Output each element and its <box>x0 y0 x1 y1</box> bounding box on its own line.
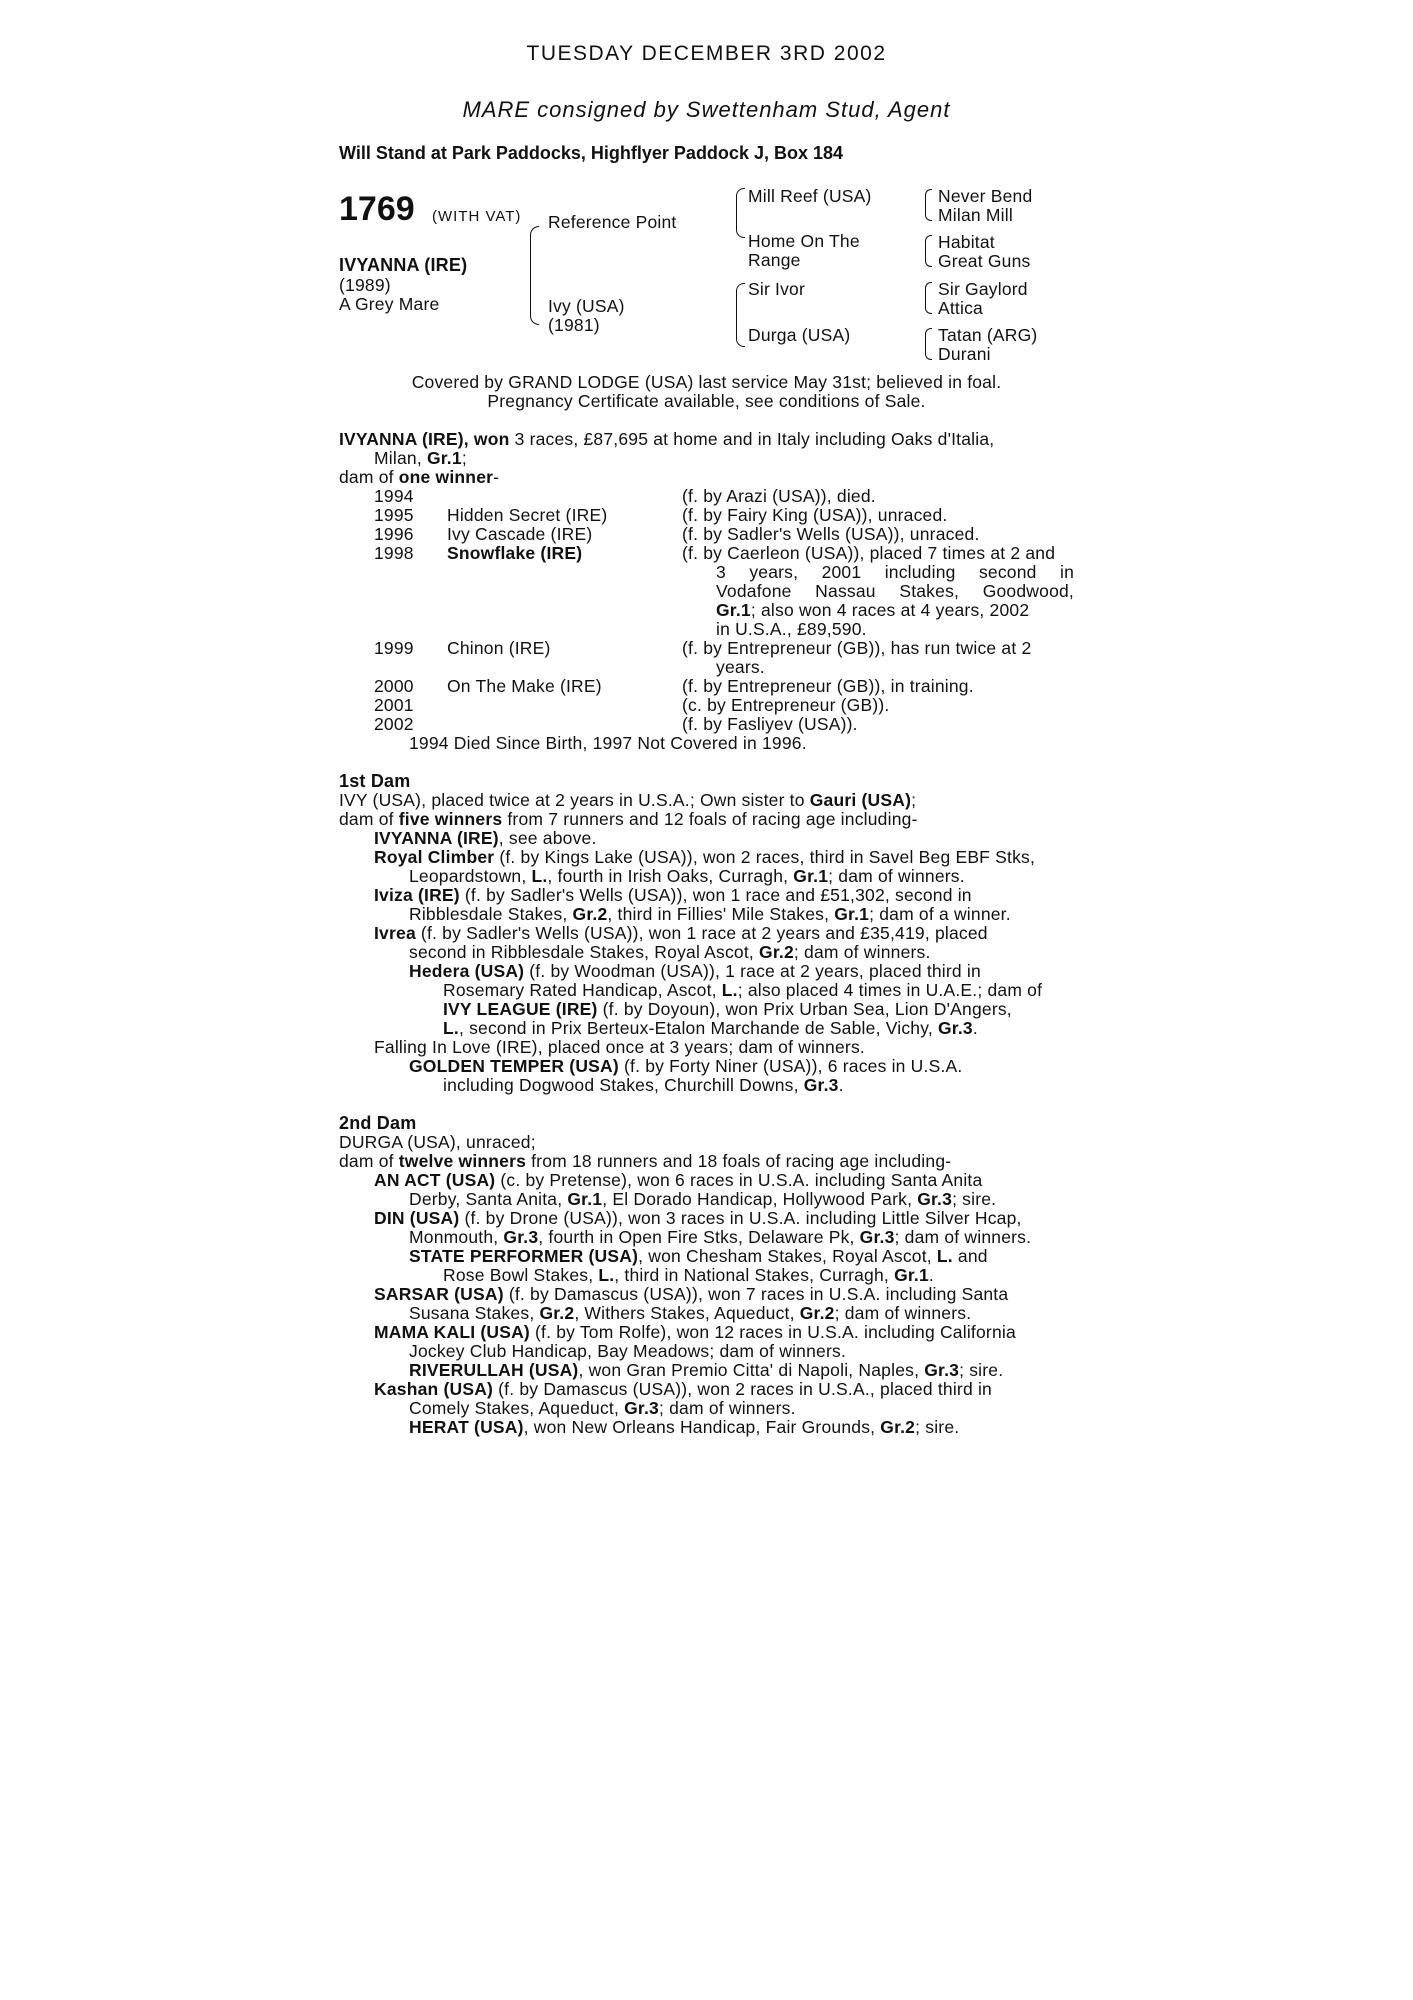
produce-name: Ivy Cascade (IRE) <box>447 524 593 544</box>
text-run-bold: Gr.1 <box>793 866 829 886</box>
text-run: ; sire. <box>952 1189 997 1209</box>
pedigree-brace-g2 <box>925 235 932 267</box>
vat-note: (WITH VAT) <box>432 208 522 225</box>
first-dam-line <box>409 962 981 981</box>
summary-line2-post: ; <box>461 448 467 468</box>
text-run: (f. by Drone (USA)), won 3 races in U.S.A. including Little Silver Hcap, <box>459 1208 1022 1228</box>
first-dam-line <box>443 1000 1012 1019</box>
second-dam-line <box>409 1304 971 1323</box>
text-run-bold: Gr.3 <box>938 1018 973 1038</box>
first-dam-line <box>409 905 1011 924</box>
horse-year: (1989) <box>339 275 391 295</box>
text-run: dam of <box>339 809 399 829</box>
produce-detail: (f. by Fairy King (USA)), unraced. <box>682 505 948 525</box>
summary-line-1 <box>339 430 994 449</box>
text-run-bold: Gr.2 <box>539 1303 575 1323</box>
text-run: ; dam of a winner. <box>869 904 1011 924</box>
produce-detail-text: ; also won 4 races at 4 years, 2002 <box>750 600 1030 620</box>
summary-line2-text: Milan, <box>374 448 427 468</box>
text-run: , won Chesham Stakes, Royal Ascot, <box>638 1246 937 1266</box>
second-dam-line <box>374 1380 992 1399</box>
second-dam-line <box>374 1323 1016 1342</box>
first-dam-line <box>374 848 1035 867</box>
text-run: , third in National Stakes, Curragh, <box>614 1265 895 1285</box>
text-run: Ribblesdale Stakes, <box>409 904 573 924</box>
pedigree-sire-dam-line2: Range <box>748 250 801 270</box>
second-dam-line <box>339 1152 951 1171</box>
produce-detail: Vodafone Nassau Stakes, Goodwood, <box>716 581 1074 601</box>
text-run: ; dam of winners. <box>834 1303 972 1323</box>
text-run-bold: AN ACT (USA) <box>374 1170 496 1190</box>
text-run: and <box>952 1246 988 1266</box>
text-run-bold: Gr.2 <box>759 942 794 962</box>
text-run-bold: twelve winners <box>398 1151 527 1171</box>
text-run: (f. by Sadler's Wells (USA)), won 1 race at 2 years and £35,419, placed <box>415 923 988 943</box>
produce-name: Hidden Secret (IRE) <box>447 505 608 525</box>
pedigree-gg-4: Great Guns <box>938 251 1031 271</box>
second-dam-line <box>409 1228 1031 1247</box>
pedigree-gg-1: Never Bend <box>938 186 1033 206</box>
first-dam-line <box>339 810 918 829</box>
section-heading: 2nd Dam <box>339 1113 417 1133</box>
produce-detail: (f. by Sadler's Wells (USA)), unraced. <box>682 524 980 544</box>
summary-rest: 3 races, £87,695 at home and in Italy including Oaks d'Italia, <box>509 429 995 449</box>
pedigree-gg-8: Durani <box>938 344 991 364</box>
second-dam-line <box>374 1209 1022 1228</box>
stand-location: Will Stand at Park Paddocks, Highflyer Paddock J, Box 184 <box>339 143 843 163</box>
text-run: , see above. <box>498 828 597 848</box>
text-run-bold: HERAT (USA) <box>409 1417 524 1437</box>
produce-year: 1994 <box>374 486 414 506</box>
pedigree-brace-dam <box>736 283 745 347</box>
text-run-bold: IVY LEAGUE (IRE) <box>443 999 598 1019</box>
produce-detail: years. <box>716 657 765 677</box>
text-run-bold: RIVERULLAH (USA) <box>409 1360 579 1380</box>
pedigree-sire: Reference Point <box>548 212 677 232</box>
horse-name: IVYANNA (IRE) <box>339 255 468 275</box>
produce-year: 2001 <box>374 695 414 715</box>
lot-number: 1769 <box>339 190 415 228</box>
pedigree-gg-6: Attica <box>938 298 983 318</box>
text-run: (f. by Forty Niner (USA)), 6 races in U.S.A. <box>618 1056 963 1076</box>
produce-year: 2002 <box>374 714 414 734</box>
first-dam-line <box>443 981 1042 1000</box>
pedigree-brace-g4 <box>925 328 932 360</box>
produce-name: Chinon (IRE) <box>447 638 551 658</box>
second-dam-line <box>409 1361 1003 1380</box>
produce-year: 2000 <box>374 676 414 696</box>
text-run: . <box>838 1075 844 1095</box>
grade-badge: Gr.1 <box>716 600 751 620</box>
produce-year: 1998 <box>374 543 414 563</box>
first-dam-line <box>409 1057 962 1076</box>
produce-year: 1999 <box>374 638 414 658</box>
text-run: , fourth in Open Fire Stks, Delaware Pk, <box>538 1227 860 1247</box>
pedigree-gg-3: Habitat <box>938 232 995 252</box>
text-run: ; dam of winners. <box>894 1227 1032 1247</box>
produce-note: 1994 Died Since Birth, 1997 Not Covered in 1996. <box>409 733 807 753</box>
horse-description: A Grey Mare <box>339 294 440 314</box>
first-dam-line <box>374 924 988 943</box>
text-run-bold: Hedera (USA) <box>409 961 525 981</box>
text-run: , fourth in Irish Oaks, Curragh, <box>547 866 794 886</box>
first-dam-line <box>409 867 965 886</box>
produce-name: On The Make (IRE) <box>447 676 602 696</box>
text-run-bold: L. <box>531 866 548 886</box>
text-run: Monmouth, <box>409 1227 504 1247</box>
sale-date: TUESDAY DECEMBER 3RD 2002 <box>526 42 887 65</box>
first-dam-line: Falling In Love (IRE), placed once at 3 years; dam of winners. <box>374 1037 865 1057</box>
pedigree-sire-sire: Mill Reef (USA) <box>748 186 872 206</box>
text-run: Leopardstown, <box>409 866 532 886</box>
text-run-bold: Kashan (USA) <box>374 1379 494 1399</box>
consignment-line: MARE consigned by Swettenham Stud, Agent <box>462 97 951 122</box>
produce-detail: (c. by Entrepreneur (GB)). <box>682 695 890 715</box>
covering-note: Covered by GRAND LODGE (USA) last service May 31st; believed in foal. <box>411 372 1002 392</box>
text-run: Rosemary Rated Handicap, Ascot, <box>443 980 722 1000</box>
summary-line-3 <box>339 468 499 487</box>
text-run: ; dam of winners. <box>828 866 965 886</box>
second-dam-line <box>374 1171 982 1190</box>
text-run: including Dogwood Stakes, Churchill Downs, <box>443 1075 804 1095</box>
text-run: (f. by Damascus (USA)), won 2 races in U.S.A., placed third in <box>493 1379 992 1399</box>
pedigree-brace-g1 <box>925 189 932 221</box>
produce-detail: 3 years, 2001 including second in <box>716 562 1074 582</box>
pregnancy-note: Pregnancy Certificate available, see conditions of Sale. <box>487 391 926 411</box>
summary-line-2 <box>374 449 467 468</box>
text-run: (f. by Tom Rolfe), won 12 races in U.S.A. including California <box>529 1322 1016 1342</box>
text-run-bold: L. <box>443 1018 459 1038</box>
pedigree-gg-5: Sir Gaylord <box>938 279 1028 299</box>
produce-detail: (f. by Entrepreneur (GB)), has run twice at 2 <box>682 638 1032 658</box>
produce-detail: (f. by Entrepreneur (GB)), in training. <box>682 676 974 696</box>
text-run-bold: SARSAR (USA) <box>374 1284 504 1304</box>
text-run: IVY (USA), placed twice at 2 years in U.S.A.; Own sister to <box>339 790 810 810</box>
second-dam-line <box>374 1285 1008 1304</box>
text-run: , El Dorado Handicap, Hollywood Park, <box>602 1189 918 1209</box>
summary-won: , won <box>463 429 510 449</box>
text-run: ; also placed 4 times in U.A.E.; dam of <box>737 980 1043 1000</box>
text-run: , won New Orleans Handicap, Fair Grounds, <box>523 1417 881 1437</box>
text-run-bold: Gr.1 <box>834 904 870 924</box>
text-run: Susana Stakes, <box>409 1303 540 1323</box>
text-run-bold: L. <box>936 1246 953 1266</box>
dam-of-count: one winner <box>398 467 494 487</box>
text-run: Rose Bowl Stakes, <box>443 1265 599 1285</box>
text-run: dam of <box>339 1151 399 1171</box>
text-run: . <box>928 1265 934 1285</box>
second-dam-line <box>409 1247 988 1266</box>
pedigree-brace-sire <box>736 188 745 238</box>
produce-name: Snowflake (IRE) <box>447 543 583 563</box>
second-dam-line <box>409 1399 796 1418</box>
second-dam-line <box>409 1190 996 1209</box>
text-run: , won Gran Premio Citta' di Napoli, Naples, <box>578 1360 925 1380</box>
text-run: (f. by Sadler's Wells (USA)), won 1 race and £51,302, second in <box>459 885 972 905</box>
text-run-bold: Royal Climber <box>374 847 495 867</box>
text-run-bold: Gr.3 <box>917 1189 953 1209</box>
text-run-bold: Gr.2 <box>880 1417 916 1437</box>
pedigree-gg-7: Tatan (ARG) <box>938 325 1038 345</box>
text-run: (f. by Kings Lake (USA)), won 2 races, third in Savel Beg EBF Stks, <box>494 847 1036 867</box>
first-dam-line <box>339 791 916 810</box>
text-run: second in Ribblesdale Stakes, Royal Ascot, <box>409 942 760 962</box>
text-run-bold: Gr.2 <box>799 1303 835 1323</box>
text-run-bold: Gr.3 <box>859 1227 895 1247</box>
text-run-bold: GOLDEN TEMPER (USA) <box>409 1056 619 1076</box>
second-dam-line: Jockey Club Handicap, Bay Meadows; dam of winners. <box>409 1341 847 1361</box>
second-dam-line <box>443 1266 934 1285</box>
text-run: ; sire. <box>915 1417 960 1437</box>
text-run: , Withers Stakes, Aqueduct, <box>574 1303 800 1323</box>
produce-detail: in U.S.A., £89,590. <box>716 619 867 639</box>
text-run-bold: L. <box>598 1265 615 1285</box>
text-run-bold: Gr.3 <box>624 1398 659 1418</box>
text-run-bold: five winners <box>398 809 503 829</box>
text-run-bold: MAMA KALI (USA) <box>374 1322 530 1342</box>
text-run-bold: Gr.3 <box>503 1227 539 1247</box>
text-run-bold: Gauri (USA) <box>809 790 912 810</box>
dam-of-post: - <box>493 467 500 487</box>
text-run-bold: Gr.2 <box>572 904 608 924</box>
first-dam-line <box>409 943 931 962</box>
produce-year: 1995 <box>374 505 414 525</box>
first-dam-line <box>374 886 972 905</box>
text-run-bold: Gr.1 <box>567 1189 603 1209</box>
produce-detail: (f. by Fasliyev (USA)). <box>682 714 858 734</box>
text-run: . <box>972 1018 978 1038</box>
text-run-bold: Iviza (IRE) <box>374 885 460 905</box>
produce-detail: (f. by Caerleon (USA)), placed 7 times at 2 and <box>682 543 1056 563</box>
text-run: ; sire. <box>959 1360 1004 1380</box>
text-run-bold: L. <box>721 980 738 1000</box>
text-run: ; <box>911 790 917 810</box>
pedigree-brace-lower <box>530 262 539 325</box>
second-dam-line <box>409 1418 959 1437</box>
first-dam-line <box>374 829 597 848</box>
text-run-bold: IVYANNA (IRE) <box>374 828 499 848</box>
produce-year: 1996 <box>374 524 414 544</box>
pedigree-dam-sire: Sir Ivor <box>748 279 806 299</box>
text-run: (f. by Doyoun), won Prix Urban Sea, Lion D'Angers, <box>597 999 1012 1019</box>
text-run: (c. by Pretense), won 6 races in U.S.A. including Santa Anita <box>495 1170 983 1190</box>
text-run-bold: Gr.3 <box>803 1075 839 1095</box>
produce-detail <box>716 601 1029 620</box>
text-run: (f. by Damascus (USA)), won 7 races in U.S.A. including Santa <box>503 1284 1009 1304</box>
grade-badge: Gr.1 <box>426 448 462 468</box>
pedigree-brace-g3 <box>925 282 932 314</box>
produce-detail: (f. by Arazi (USA)), died. <box>682 486 876 506</box>
text-run: from 18 runners and 18 foals of racing age including- <box>526 1151 952 1171</box>
pedigree-dam-year: (1981) <box>548 315 600 335</box>
text-run: , third in Fillies' Mile Stakes, <box>607 904 835 924</box>
summary-name: IVYANNA (IRE) <box>339 429 464 449</box>
pedigree-gg-2: Milan Mill <box>938 205 1013 225</box>
text-run-bold: Gr.1 <box>894 1265 929 1285</box>
text-run: (f. by Woodman (USA)), 1 race at 2 years, placed third in <box>524 961 981 981</box>
section-heading: 1st Dam <box>339 771 411 791</box>
text-run: , second in Prix Berteux-Etalon Marchande de Sable, Vichy, <box>458 1018 938 1038</box>
first-dam-line <box>443 1019 978 1038</box>
text-run-bold: Gr.3 <box>924 1360 960 1380</box>
pedigree-sire-dam-line1: Home On The <box>748 231 860 251</box>
text-run-bold: Ivrea <box>374 923 416 943</box>
text-run: Derby, Santa Anita, <box>409 1189 568 1209</box>
second-dam-line: DURGA (USA), unraced; <box>339 1132 536 1152</box>
pedigree-dam-dam: Durga (USA) <box>748 325 851 345</box>
text-run-bold: DIN (USA) <box>374 1208 460 1228</box>
text-run-bold: STATE PERFORMER (USA) <box>409 1246 639 1266</box>
first-dam-line <box>443 1076 844 1095</box>
pedigree-dam: Ivy (USA) <box>548 296 625 316</box>
text-run: Comely Stakes, Aqueduct, <box>409 1398 625 1418</box>
dam-of-text: dam of <box>339 467 399 487</box>
text-run: from 7 runners and 12 foals of racing age including- <box>502 809 918 829</box>
text-run: ; dam of winners. <box>793 942 931 962</box>
text-run: ; dam of winners. <box>658 1398 796 1418</box>
